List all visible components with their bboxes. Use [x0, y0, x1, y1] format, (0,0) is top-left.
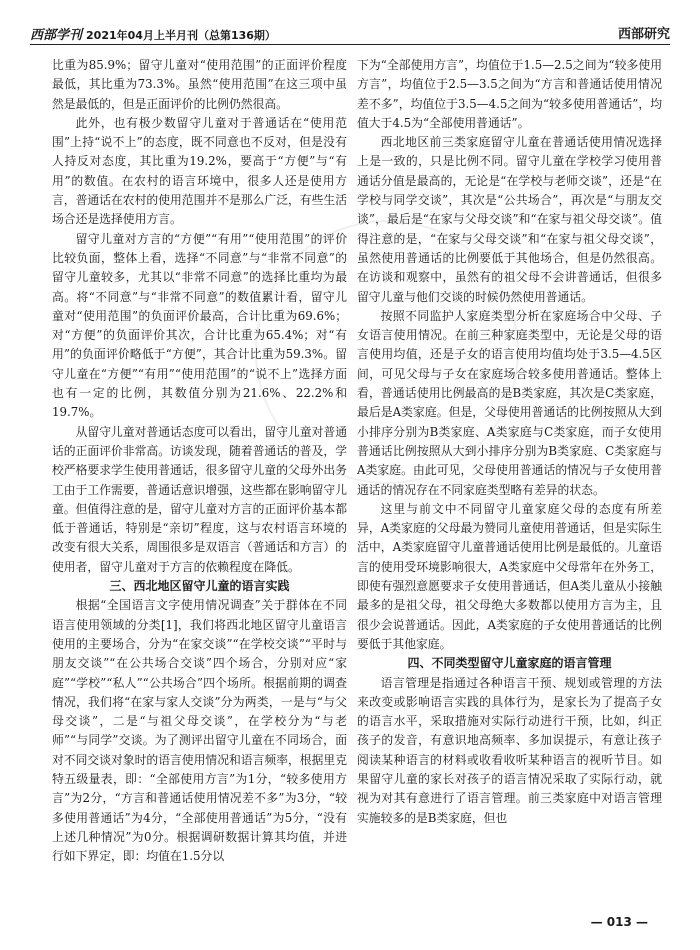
- page-number: — 013 —: [590, 915, 648, 929]
- right-column: [357, 56, 662, 906]
- section-title: 西部研究: [617, 27, 670, 42]
- header-journal-issue: [30, 24, 276, 43]
- paragraph: 下为“全部使用方言”，均值位于1.5—2.5之间为“较多使用方言”，均值位于2.5—3.5之间为“方言和普通话使用情况差不多”，均值位于3.5—4.5之间为“较多使用普通话”，均值大于4.5为“全部使用普通话”。: [357, 58, 662, 130]
- paragraph: 比重为85.9%；留守儿童对“使用范围”的正面评价程度最低，其比重为73.3%。虽然“使用范围”在这三项中虽然是最低的，但是正面评价的比例仍然很高。: [52, 58, 347, 111]
- issue-info: 2021年04月上半月刊（总第136期）: [86, 29, 276, 42]
- paragraph: 从留守儿童对普通话态度可以看出，留守儿童对普通话的正面评价非常高。访谈发现，随着普通话的普及，学校严格要求学生使用普通话，很多留守儿童的父母外出务工由于工作需要，普通话意识增强，这些都在影响留守儿童。但值得注意的是，留守儿童对方言的正面评价基本都低于普通话，特别是“亲切”程度，这与农村语言环境的改变有很大关系，周围很多是双语言（普通话和方言）的使用者，留守儿童对于方言的依赖程度在降低。: [52, 424, 347, 574]
- paragraph: 根据“全国语言文字使用情况调查”关于群体在不同语言使用领域的分类[1]，我们将西北地区留守儿童语言使用的主要场合，分为“在家交谈”“在学校交谈”“平时与朋友交谈”“在公共场合交谈”四个场合，分别对应“家庭”“学校”“私人”“公共场合”四个场所。根据前期的调查情况，我们将“在家与家人交谈”分为两类，一是与“与父母交谈”，二是“与祖父母交谈”，在学校分为“与老师”“与同学”交谈。为了测评出留守儿童在不同场合，面对不同交谈对象时的语言使用情况和语言频率，根据里克特五级量表，即：“全部使用方言”为1分，“较多使用方言”为2分，“方言和普通话使用情况差不多”为3分，“较多使用普通话”为4分，“全部使用普通话”为5分，“没有上述几种情况”为0分。根据调研数据计算其均值，并进行如下界定，即：均值在1.5分以: [52, 598, 347, 864]
- journal-name: 西部学刊: [30, 28, 83, 43]
- paragraph: 按照不同监护人家庭类型分析在家庭场合中父母、子女语言使用情况。在前三种家庭类型中，无论是父母的语言使用均值，还是子女的语言使用均值均处于3.5—4.5区间，可见父母与子女在家庭场合较多使用普通话。整体上看，普通话使用比例最高的是B类家庭，其次是C类家庭，最后是A类家庭。但是，父母使用普通话的比例按照从大到小排序分别为B类家庭、A类家庭与C类家庭，而子女使用普通话比例按照从大到小排序分别为B类家庭、C类家庭与A类家庭。由此可见，父母使用普通话的情况与子女使用普通话的情况存在不同家庭类型略有差异的状态。: [357, 308, 662, 497]
- section-heading: 三、西北地区留守儿童的语言实践: [109, 579, 290, 594]
- paragraph: 留守儿童对方言的“方便”“有用”“使用范围”的评价比较负面，整体上看，选择“不同意”与“非常不同意”的留守儿童较多，尤其以“非常不同意”的选择比重均为最高。将“不同意”与“非常不同意”的数值累计看，留守儿童对“使用范围”的负面评价最高，合计比重为69.6%；对“方便”的负面评价其次，合计比重为65.4%；对“有用”的负面评价略低于“方便”，其合计比重为59.3%。留守儿童在“方便”“有用”“使用范围”的“说不上”选择方面也有一定的比例，其数值分别为21.6%、22.2%和19.7%。: [52, 231, 347, 420]
- paragraph: 这里与前文中不同留守儿童家庭父母的态度有所差异，A类家庭的父母最为赞同儿童使用普通话，但是实际生活中，A类家庭留守儿童普通话使用比例是最低的。儿童语言的使用受环境影响很大，A类家庭中父母常年在外务工，即使有强烈意愿要求子女使用普通话，但A类儿童从小接触最多的是祖父母，祖父母绝大多数都以使用方言为主，且很少会说普通话。因此，A类家庭的子女使用普通话的比例要低于其他家庭。: [357, 501, 662, 651]
- page-header: [30, 22, 670, 45]
- left-column: [52, 56, 347, 906]
- paragraph: 此外，也有极少数留守儿童对于普通话在“使用范围”上持“说不上”的态度，既不同意也不反对，但是没有人持反对态度，其比重为19.2%，要高于“方便”与“有用”的数值。在农村的语言环境中，很多人还是使用方言，普通话在农村的使用范围并不是那么广泛，有些生活场合还是选择使用方言。: [52, 115, 347, 227]
- section-heading: 四、不同类型留守儿童家庭的语言管理: [407, 656, 612, 671]
- paragraph: 西北地区前三类家庭留守儿童在普通话使用情况选择上是一致的，只是比例不同。留守儿童在学校学习使用普通话分值是最高的，无论是“在学校与老师交谈”，还是“在学校与同学交谈”，其次是“公共场合”，再次是“与朋友交谈”，最后是“在家与父母交谈”和“在家与祖父母交谈”。值得注意的是，“在家与父母交谈”和“在家与祖父母交谈”，虽然使用普通话的比例要低于其他场合，但是仍然很高。在访谈和观察中，虽然有的祖父母不会讲普通话，但很多留守儿童与他们交谈的时候仍然使用普通话。: [357, 135, 662, 304]
- paragraph: 语言管理是指通过各种语言干预、规划或管理的方法来改变或影响语言实践的具体行为，是家长为了提高子女的语言水平，采取措施对实际行动进行干预，比如，纠正孩子的发音，有意识地高频率、多加误提示，有意让孩子阅读某种语言的材料或收看收听某种语言的视听节目。如果留守儿童的家长对孩子的语言情况采取了实际行动，就视为对其有意进行了语言管理。前三类家庭中对语言管理实施较多的是B类家庭，但也: [357, 675, 662, 825]
